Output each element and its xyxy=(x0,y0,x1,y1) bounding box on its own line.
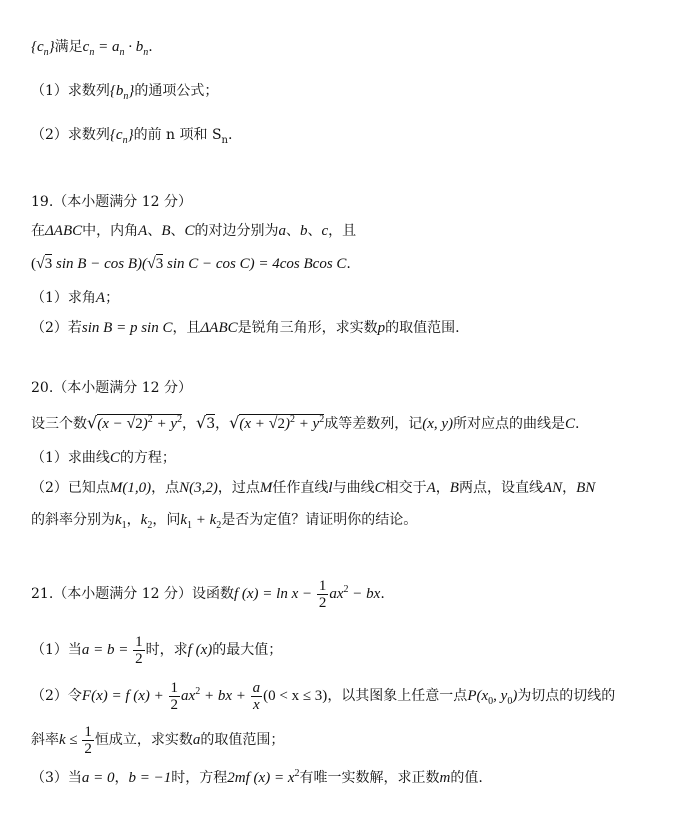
problem-21-question-2-cont: 斜率k ≤ $\frac{1}{2}$ 恒成立，求实数a的取值范围； xyxy=(31,724,285,757)
problem-21-question-3: （3）当a = 0，b = −1时，方程2mf $(x) = x^2$有唯一实数解，求正数m的值. xyxy=(31,768,483,786)
problem-20-question-1: （1）求曲线C的方程； xyxy=(31,450,176,466)
problem-20-question-2-cont: 的斜率分别为$k_1$，$k_2$，问$k_1 + k_2$是否为定值？请证明你的结论。 xyxy=(31,512,418,531)
problem-21-question-1: （1）当a = b = $\frac{1}{2}$ 时，求f (x)的最大值； xyxy=(31,634,283,667)
cont-condition-line: $\{c_n\}$满足$c_n = a_n \cdot b_n$. xyxy=(31,39,153,58)
problem-20-header: 20.（本小题满分 12 分） xyxy=(31,380,192,396)
problem-21-question-2: （2）令F(x) = f (x) + $\frac{1}{2}$ $ax^2$ + bx + $\frac{a}{x}$ (0 < x ≤ 3)，以其图象上任意一点$P(x_0$, $y_0$)为切点的切线的 xyxy=(31,680,616,713)
problem-19-question-2: （2）若sin B = p sin C，且ΔABC是锐角三角形，求实数p的取值范围. xyxy=(31,320,460,336)
problem-19-statement: 在ΔABC中，内角A、B、C的对边分别为a、b、c，且 xyxy=(31,223,357,239)
problem-20-question-2: （2）已知点M(1,0)，点N(3,2)，过点M任作直线l与曲线C相交于A，B两点，设直线AN，BN xyxy=(31,480,596,496)
problem-19-question-1: （1）求角A； xyxy=(31,290,120,306)
problem-19-equation: (√3 sin B − cos B)(√3 sin C − cos C) = 4cos Bcos C. xyxy=(31,255,351,272)
problem-21-header: 21.（本小题满分 12 分）设函数f (x) = ln x − $\frac{1}{2}$ $ax^2$ − bx. xyxy=(31,578,385,611)
cont-question-2: （2）求数列$\{c_n\}$的前 n 项和 $S_n$. xyxy=(31,127,233,146)
cont-question-1: （1）求数列$\{b_n\}$的通项公式； xyxy=(31,83,219,102)
problem-20-statement: 设三个数$√(x - √2)^2 + y^2$，√3，$√(x + √2)^2 + y^2$成等差数列，记(x, y)所对应点的曲线是C. xyxy=(31,413,580,432)
problem-19-header: 19.（本小题满分 12 分） xyxy=(31,194,192,210)
